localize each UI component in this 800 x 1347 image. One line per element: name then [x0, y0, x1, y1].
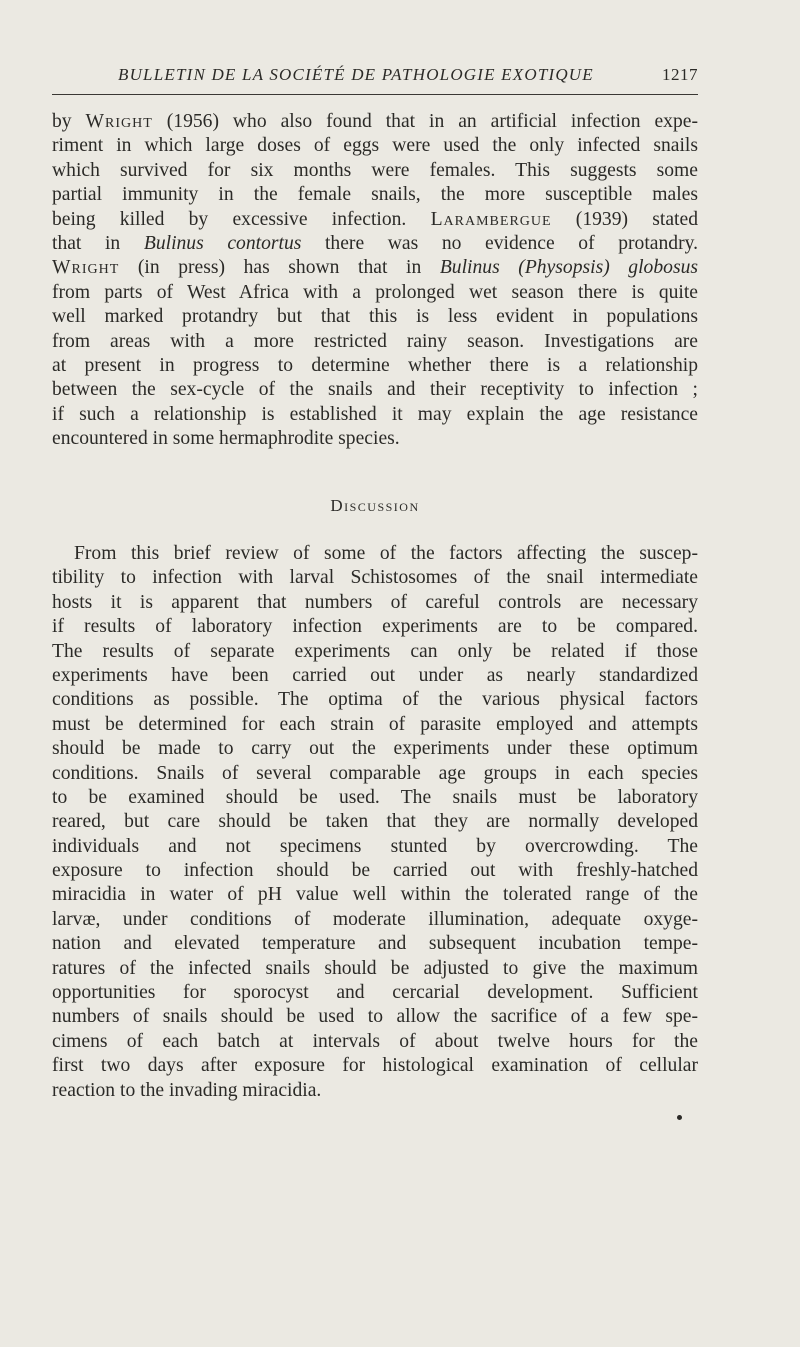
text-line: tibility to infection with larval Schistosomes of the snail intermediate — [52, 567, 698, 589]
text-line: numbers of snails should be used to allow the sacrifice of a few spe- — [52, 1006, 698, 1028]
text-span: by — [52, 111, 86, 132]
species-name: Bulinus contortus — [143, 232, 302, 254]
text-span: being killed by excessive infection. — [52, 208, 431, 230]
paragraph-protandry — [52, 110, 698, 451]
journal-title: BULLETIN DE LA SOCIÉTÉ DE PATHOLOGIE EXOTIQUE — [118, 65, 594, 84]
text-line: nation and elevated temperature and subsequent incubation tempe- — [52, 933, 698, 955]
text-line: partial immunity in the female snails, the more susceptible males — [52, 184, 698, 206]
text-line: which survived for six months were females. This suggests some — [52, 159, 698, 181]
text-span: that in — [52, 232, 144, 254]
text-line: hosts it is apparent that numbers of careful controls are necessary — [52, 591, 698, 613]
text-line: first two days after exposure for histological examination of cellular — [52, 1055, 698, 1077]
text-line: ratures of the infected snails should be adjusted to give the maximum — [52, 957, 698, 979]
text-line: riment in which large doses of eggs were used the only infected snails — [52, 135, 698, 157]
text-line: From this brief review of some of the factors affecting the suscep- — [74, 543, 698, 564]
end-mark — [677, 1115, 682, 1120]
text-line: if such a relationship is established it may explain the age resistance — [52, 403, 698, 425]
section-heading-discussion: Discussion — [330, 496, 420, 515]
text-line: conditions as possible. The optima of the various physical factors — [52, 689, 698, 711]
text-line: if results of laboratory infection experiments are to be compared. — [52, 616, 698, 638]
text-span: (1939) stated — [551, 208, 698, 230]
text-line: conditions. Snails of several comparable age groups in each species — [52, 762, 698, 784]
text-line: reared, but care should be taken that they are normally developed — [52, 811, 698, 833]
author-name: Wright — [85, 111, 153, 132]
author-name: Wright — [52, 257, 120, 279]
text-line — [52, 232, 698, 256]
text-line — [52, 208, 698, 232]
author-name: Larambergue — [430, 208, 552, 230]
text-line: miracidia in water of pH value well within the tolerated range of the — [52, 884, 698, 906]
text-line: at present in progress to determine whether there is a relationship — [52, 354, 698, 376]
paragraph-discussion — [52, 542, 698, 1103]
text-line: between the sex-cycle of the snails and their receptivity to infection ; — [52, 379, 698, 401]
text-line: opportunities for sporocyst and cercarial development. Sufficient — [52, 982, 698, 1004]
text-line: well marked protandry but that this is less evident in populations — [52, 306, 698, 328]
text-line: should be made to carry out the experiments under these optimum — [52, 738, 698, 760]
running-header — [52, 64, 698, 95]
text-line — [52, 256, 698, 280]
text-span: (1956) who also found that in an artificial infection expe- — [152, 111, 698, 132]
text-line: larvæ, under conditions of moderate illumination, adequate oxyge- — [52, 908, 698, 930]
text-line: reaction to the invading miracidia. — [52, 1079, 322, 1101]
text-line: encountered in some hermaphrodite species. — [52, 428, 400, 450]
text-line: from parts of West Africa with a prolonged wet season there is quite — [52, 281, 698, 303]
text-line — [52, 110, 698, 134]
text-line: from areas with a more restricted rainy season. Investigations are — [52, 330, 698, 352]
page-number: 1217 — [662, 65, 698, 84]
text-line: to be examined should be used. The snails must be laboratory — [52, 786, 698, 808]
text-line: individuals and not specimens stunted by overcrowding. The — [52, 835, 698, 857]
text-line: exposure to infection should be carried out with freshly-hatched — [52, 860, 698, 882]
text-span: (in press) has shown that in — [119, 257, 440, 279]
text-line: must be determined for each strain of parasite employed and attempts — [52, 713, 698, 735]
species-name: Bulinus (Physopsis) globosus — [439, 257, 698, 279]
text-line: experiments have been carried out under as nearly standardized — [52, 664, 698, 686]
text-line: The results of separate experiments can only be related if those — [52, 640, 698, 662]
text-line: cimens of each batch at intervals of about twelve hours for the — [52, 1030, 698, 1052]
text-span: there was no evidence of protandry. — [301, 232, 699, 254]
